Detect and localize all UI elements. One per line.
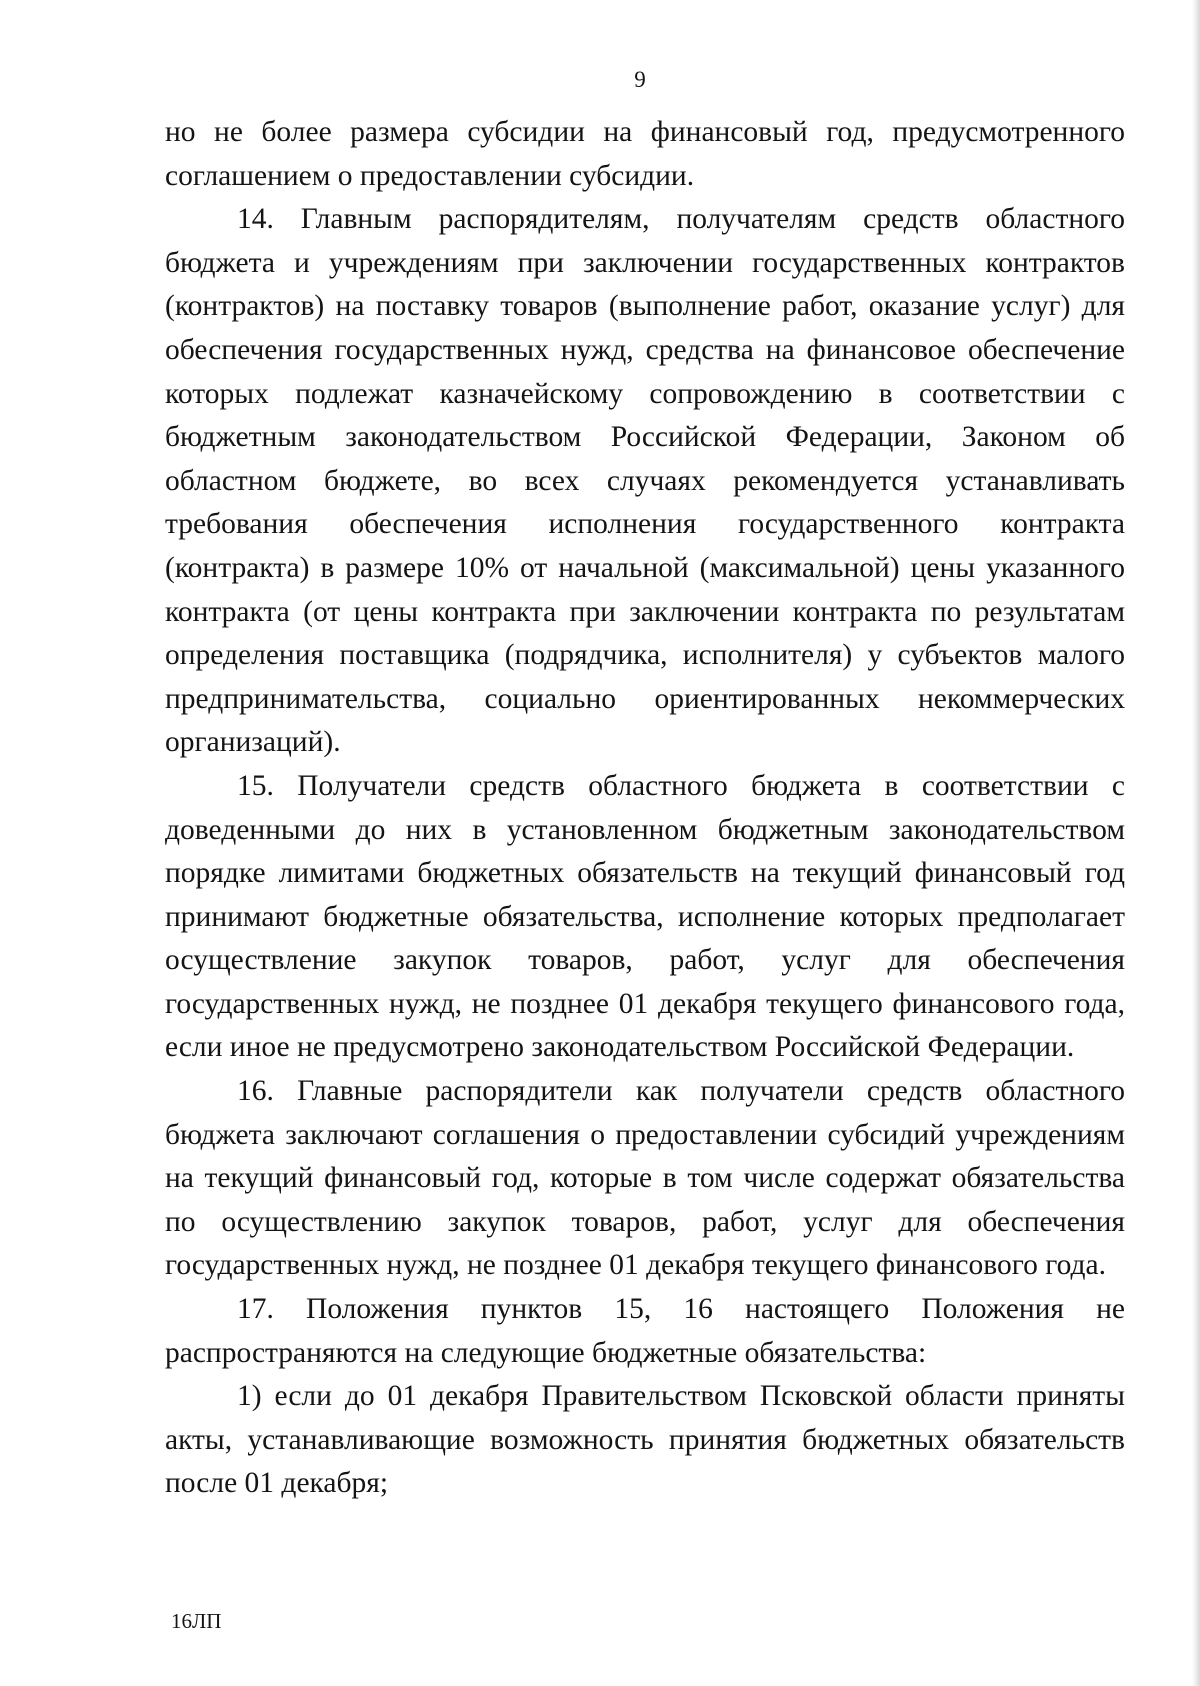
- paragraph-continuation: но не более размера субсидии на финансовый год, предусмотренного соглашением о предоставлении субсидии.: [165, 116, 1125, 192]
- paragraph-item-14: 14. Главным распорядителям, получателям средств областного бюджета и учреждениям при заключении государственных контрактов (контрактов) на поставку товаров (выполнение работ, оказание услуг) для обеспечения государственных нужд, средства на финансовое обеспечение которых подлежат казначейскому сопровождению в соответствии с бюджетным законодательством Российской Федерации, Законом об областном бюджете, во всех случаях рекомендуется устанавливать требования обеспечения исполнения государственного контракта (контракта) в размере 10% от начальной (максимальной) цены указанного контракта (от цены контракта при заключении контракта по результатам определения поставщика (подрядчика, исполнителя) у субъектов малого предпринимательства, социально ориентированных некоммерческих организаций).: [165, 203, 1125, 759]
- footer-document-code: 16ЛП: [171, 1609, 222, 1633]
- paragraph-subitem-1: 1) если до 01 декабря Правительством Псковской области приняты акты, устанавливающие возможность принятия бюджетных обязательств после 01 декабря;: [165, 1380, 1125, 1500]
- scan-edge: [1192, 0, 1200, 1686]
- document-body: [165, 111, 1125, 1506]
- page-number: 9: [634, 67, 646, 92]
- paragraph-item-16: 16. Главные распорядители как получатели средств областного бюджета заключают соглашения о предоставлении субсидий учреждениям на текущий финансовый год, которые в том числе содержат обязательства по осуществлению закупок товаров, работ, услуг для обеспечения государственных нужд, не позднее 01 декабря текущего финансового года.: [165, 1075, 1125, 1282]
- paragraph-item-17: 17. Положения пунктов 15, 16 настоящего Положения не распространяются на следующие бюджетные обязательства:: [165, 1293, 1125, 1369]
- paragraph-item-15: 15. Получатели средств областного бюджета в соответствии с доведенными до них в установленном бюджетным законодательством порядке лимитами бюджетных обязательств на текущий финансовый год принимают бюджетные обязательства, исполнение которых предполагает осуществление закупок товаров, работ, услуг для обеспечения государственных нужд, не позднее 01 декабря текущего финансового года, если иное не предусмотрено законодательством Российской Федерации.: [165, 769, 1125, 1064]
